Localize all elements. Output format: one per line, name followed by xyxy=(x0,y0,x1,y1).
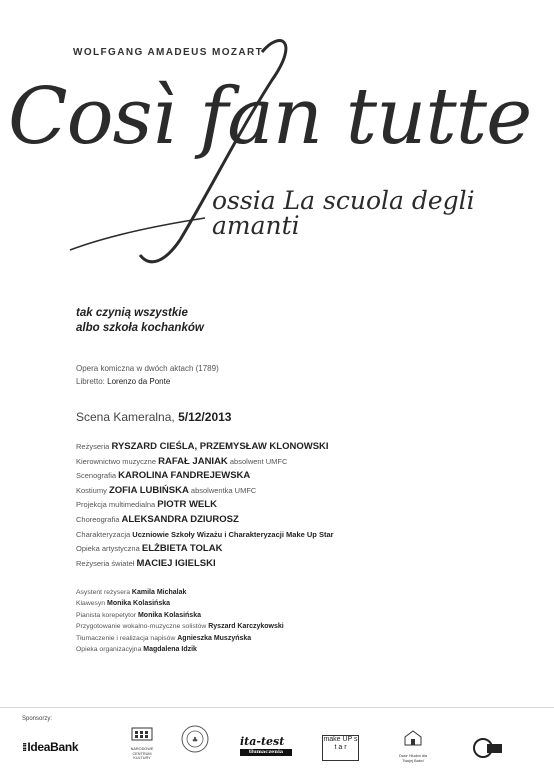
credit-name: ALEKSANDRA DZIUROSZ xyxy=(121,513,239,525)
assistant-role: Opieka organizacyjna xyxy=(76,646,142,654)
opera-description: Opera komiczna w dwóch aktach (1789) xyxy=(76,364,219,373)
venue-date xyxy=(76,410,231,424)
university-seal-logo xyxy=(180,724,210,759)
credit-role: Reżyseria świateł xyxy=(76,558,135,568)
sponsors-label: Sponsorzy: xyxy=(22,716,53,722)
opera-subtitle: ossia La scuola degli amanti xyxy=(212,186,475,240)
assistant-name: Ryszard Karczykowski xyxy=(208,623,284,631)
polish-title xyxy=(76,306,204,336)
svg-text:♣: ♣ xyxy=(191,736,199,744)
centrum-kultury-logo xyxy=(128,724,156,761)
round-logo xyxy=(470,735,504,766)
crown-icon xyxy=(128,724,156,742)
credit-row xyxy=(76,513,334,528)
credit-name: KAROLINA FANDREJEWSKA xyxy=(118,470,251,482)
centrum-kultury-text: NARODOWE CENTRUM KULTURY xyxy=(130,747,154,760)
credit-row xyxy=(76,484,334,499)
credits-list xyxy=(76,440,334,571)
make-up-star-logo: make UP s t a r xyxy=(322,735,359,761)
wine-text: Dwór Hłudno dla Twojej Babci xyxy=(398,754,428,763)
seal-icon xyxy=(180,724,210,754)
assistant-role: Klawesyn xyxy=(76,600,106,608)
assistant-name: Monika Kolasińska xyxy=(106,600,171,608)
assistant-row xyxy=(76,598,284,609)
assistant-name: Kamila Michalak xyxy=(131,589,187,596)
credit-row xyxy=(76,455,334,470)
credit-row xyxy=(76,542,334,557)
credit-name: ELŻBIETA TOLAK xyxy=(141,543,223,555)
libretto-line xyxy=(76,377,170,387)
ita-test-logo xyxy=(240,735,292,756)
credit-row xyxy=(76,498,334,513)
credit-name: RYSZARD CIEŚLA, PRZEMYSŁAW KLONOWSKI xyxy=(111,441,329,452)
assistant-role: Asystent reżysera xyxy=(76,589,131,596)
credit-name: PIOTR WELK xyxy=(157,499,217,511)
footer-divider xyxy=(0,707,554,708)
libretto-name: Lorenzo da Ponte xyxy=(107,377,171,386)
credit-row xyxy=(76,557,334,572)
assistant-row xyxy=(76,644,284,655)
composer-name: WOLFGANG AMADEUS MOZART xyxy=(73,47,264,58)
polish-title-line2: albo szkoła kochanków xyxy=(76,322,204,334)
manor-icon xyxy=(395,727,431,749)
credit-name: Uczniowie Szkoły Wizażu i Charakteryzacji Make Up Star xyxy=(132,529,334,539)
assistant-role: Przygotowanie wokalno-muzyczne solistów xyxy=(76,623,207,631)
assistant-row xyxy=(76,621,284,632)
credit-role: Kierownictwo muzyczne xyxy=(76,456,157,466)
ideabank-label: IdeaBank xyxy=(27,740,79,754)
ita-test-label: ita-test xyxy=(240,735,285,748)
credit-role: Choreografia xyxy=(76,514,120,524)
credit-name: ZOFIA LUBIŃSKA xyxy=(108,484,189,496)
venue: Scena Kameralna, xyxy=(76,410,175,424)
credit-row xyxy=(76,528,334,543)
assistant-role: Pianista korepetytor xyxy=(76,611,137,619)
assistant-row xyxy=(76,610,284,621)
assistant-name: Monika Kolasińska xyxy=(137,611,201,619)
polish-title-line1: tak czynią wszystkie xyxy=(76,307,188,319)
assistants-list xyxy=(76,587,284,655)
wine-logo xyxy=(395,727,431,763)
round-logo-icon xyxy=(470,735,504,761)
credit-name: RAFAŁ JANIAK xyxy=(158,455,228,467)
performance-date: 5/12/2013 xyxy=(178,410,232,424)
assistant-name: Agnieszka Muszyńska xyxy=(177,634,252,642)
ideabank-logo xyxy=(22,740,78,754)
credit-row xyxy=(76,469,334,484)
credit-role: Reżyseria xyxy=(76,442,110,451)
assistant-role: Tłumaczenie i realizacja napisów xyxy=(76,634,176,642)
credit-role: Scenografia xyxy=(76,471,117,481)
ideabank-dots-icon: ⁞⁞ xyxy=(22,742,26,754)
ita-test-bar: tłumaczenia xyxy=(240,749,292,756)
credit-role: Projekcja multimedialna xyxy=(76,500,156,510)
credit-name: MACIEJ IGIELSKI xyxy=(136,557,216,569)
credit-extra: absolwentka UMFC xyxy=(190,485,257,495)
libretto-label: Libretto: xyxy=(76,377,105,386)
assistant-row xyxy=(76,587,284,598)
credit-extra: absolwent UMFC xyxy=(229,456,288,466)
assistant-name: Magdalena Idzik xyxy=(143,646,197,654)
credit-role: Charakteryzacja xyxy=(76,529,131,539)
assistant-row xyxy=(76,633,284,644)
credit-role: Kostiumy xyxy=(76,485,107,495)
credit-row xyxy=(76,440,334,455)
opera-title: Così fan tutte xyxy=(8,72,532,162)
credit-role: Opieka artystyczna xyxy=(76,544,140,554)
